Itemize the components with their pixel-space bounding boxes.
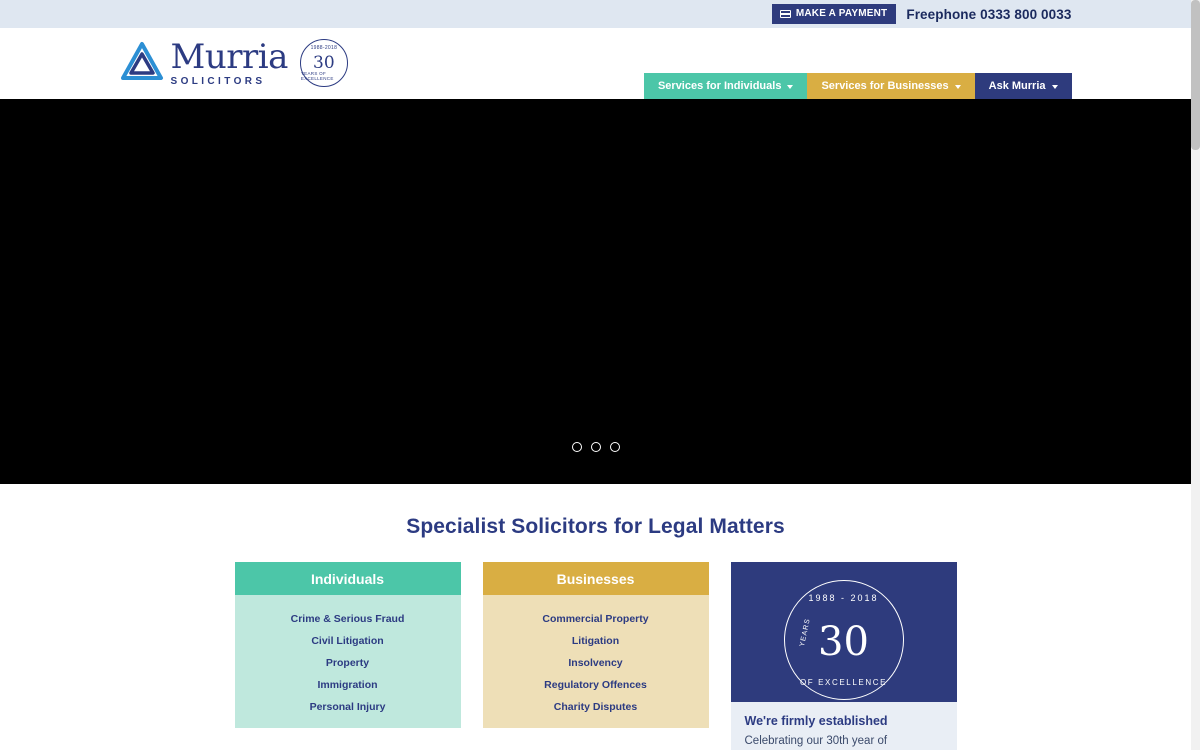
card-businesses — [483, 562, 709, 728]
card-individuals-links — [235, 595, 461, 728]
chevron-down-icon — [1052, 85, 1058, 89]
card-businesses-links — [483, 595, 709, 728]
hero-dot-2[interactable] — [591, 442, 601, 452]
promo-roundel-number: 30 — [818, 619, 869, 665]
service-cards — [235, 562, 957, 750]
promo-roundel-years-label: YEARS — [798, 617, 812, 648]
utility-bar — [0, 0, 1191, 28]
list-item[interactable]: Litigation — [571, 635, 620, 647]
hero-dot-1[interactable] — [572, 442, 582, 452]
site-header — [0, 28, 1191, 99]
list-item[interactable]: Commercial Property — [542, 613, 649, 625]
hero-slider — [0, 99, 1191, 484]
nav-label-businesses: Services for Businesses — [821, 80, 949, 92]
nav-item-ask-murria[interactable] — [975, 73, 1072, 99]
utility-bar-inner — [120, 0, 1072, 28]
roundel-years-range: 1988-2018 — [310, 45, 338, 51]
card-businesses-heading: Businesses — [483, 562, 709, 595]
promo-banner — [731, 562, 957, 702]
header-inner — [120, 28, 1072, 99]
credit-card-icon — [780, 10, 791, 18]
list-item[interactable]: Civil Litigation — [311, 635, 384, 647]
nav-label-individuals: Services for Individuals — [657, 80, 782, 92]
list-item[interactable]: Charity Disputes — [553, 701, 638, 713]
main-content — [0, 484, 1191, 750]
list-item[interactable]: Insolvency — [568, 657, 623, 669]
freephone-number[interactable]: Freephone 0333 800 0033 — [906, 6, 1072, 22]
anniversary-roundel-icon — [300, 39, 348, 87]
page-title: Specialist Solicitors for Legal Matters — [406, 515, 785, 538]
promo-body — [731, 702, 957, 750]
roundel-number: 30 — [313, 52, 335, 73]
hero-dot-3[interactable] — [610, 442, 620, 452]
list-item[interactable]: Crime & Serious Fraud — [290, 613, 405, 625]
promo-roundel-caption: OF EXCELLENCE — [799, 678, 888, 687]
promo-title: We're firmly established — [744, 714, 888, 728]
list-item[interactable]: Immigration — [317, 679, 378, 691]
nav-item-services-for-businesses[interactable] — [807, 73, 974, 99]
nav-item-services-for-individuals[interactable] — [644, 73, 808, 99]
scrollbar-thumb[interactable] — [1191, 0, 1200, 150]
chevron-down-icon — [955, 85, 961, 89]
list-item[interactable]: Property — [325, 657, 370, 669]
card-individuals — [235, 562, 461, 728]
nav-label-ask-murria: Ask Murria — [988, 80, 1046, 92]
chevron-down-icon — [787, 85, 793, 89]
make-a-payment-label: MAKE A PAYMENT — [795, 8, 888, 19]
hero-slider-dots — [0, 442, 1191, 452]
promo-roundel-years-range: 1988 - 2018 — [808, 593, 879, 603]
list-item[interactable]: Personal Injury — [309, 701, 386, 713]
murria-triangle-logo-icon — [120, 41, 164, 85]
card-anniversary-promo[interactable] — [731, 562, 957, 750]
site-logo[interactable] — [120, 32, 348, 94]
page-scrollbar[interactable] — [1191, 0, 1200, 750]
main-navigation — [644, 73, 1072, 99]
logo-tagline: SOLICITORS — [170, 75, 266, 87]
list-item[interactable]: Regulatory Offences — [544, 679, 647, 691]
make-a-payment-button[interactable] — [772, 4, 897, 24]
logo-name: Murria — [170, 36, 288, 77]
promo-text: Celebrating our 30th year of — [744, 735, 888, 747]
roundel-caption: YEARS OF EXCELLENCE — [300, 71, 334, 81]
logo-wordmark — [170, 36, 288, 87]
anniversary-roundel-large-icon — [784, 580, 904, 700]
card-individuals-heading: Individuals — [235, 562, 461, 595]
